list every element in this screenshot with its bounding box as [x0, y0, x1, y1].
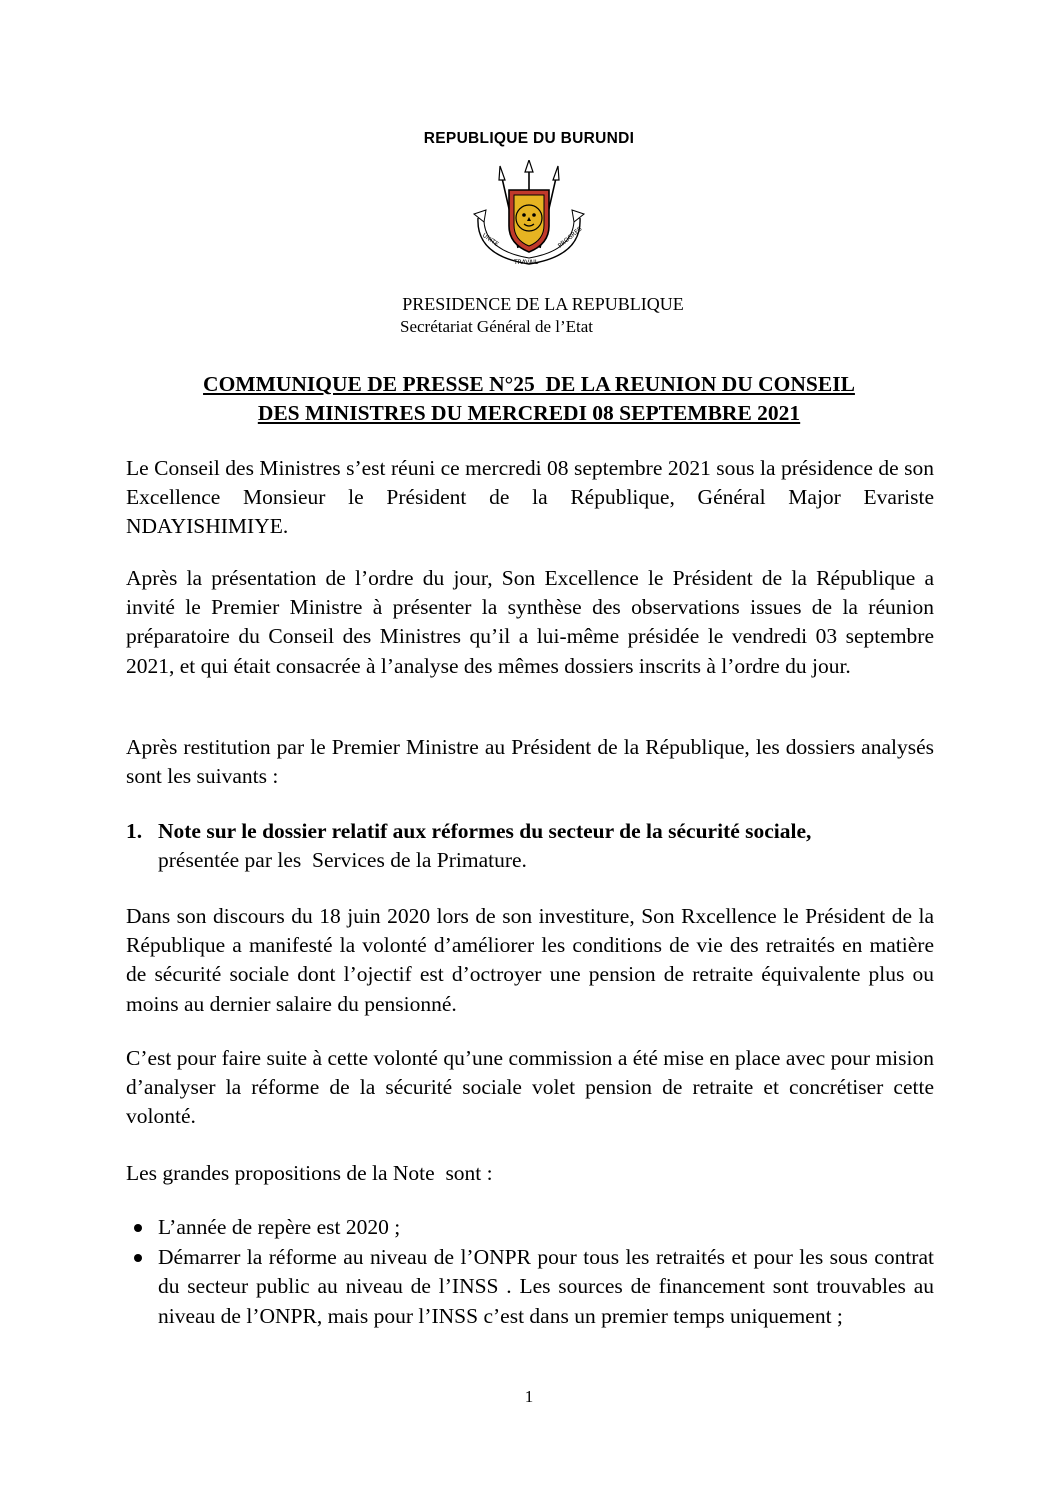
propositions-list: [126, 1213, 945, 1332]
list-item-text: L’année de repère est 2020 ;: [158, 1215, 401, 1239]
list-item-text: Démarrer la réforme au niveau de l’ONPR pour tous les retraités et pour les sous contrat du secteur public au niveau de l’INSS . Les sources de financement sont trouvables au niveau de l’ONPR, mais pour l’INSS c’est dans un premier temps uniquement ;: [158, 1245, 945, 1328]
dossier-subtitle: présentée par les Services de la Primature.: [158, 848, 527, 872]
dossier-number: 1.: [126, 819, 143, 843]
list-item: [126, 1243, 945, 1331]
presidence-heading: PRESIDENCE DE LA REPUBLIQUE: [402, 294, 684, 314]
discours-paragraph: Dans son discours du 18 juin 2020 lors de son investiture, Son Rxcellence le Président de la République a manifesté la volonté d’améliorer les conditions de vie des retraités en matière de sécurité sociale dont l’ojectif est d’octroyer une pension de retraite équivalente plus ou moins au dernier salaire du pensionné.: [126, 904, 934, 1016]
title-line-2: DES MINISTRES DU MERCREDI 08 SEPTEMBRE 2021: [257, 401, 801, 425]
title-line-1: COMMUNIQUE DE PRESSE N°25 DE LA REUNION DU CONSEIL: [203, 372, 855, 396]
commission-paragraph: C’est pour faire suite à cette volonté qu’une commission a été mise en place avec pour mision d’analyser la réforme de la sécurité sociale volet pension de retraite et concrétiser cette volonté.: [126, 1046, 934, 1129]
bullet-icon: [134, 1224, 142, 1232]
propositions-paragraph: Les grandes propositions de la Note sont :: [126, 1161, 493, 1185]
agenda-paragraph: Après la présentation de l’ordre du jour, Son Excellence le Président de la République a invité le Premier Ministre à présenter la synthèse des observations issues de la réunion préparatoire du Conseil des Ministres qu’il a lui-même présidée le vendredi 03 septembre 2021, et qui était consacrée à l’analyse des mêmes dossiers inscrits à l’ordre du jour.: [126, 566, 934, 678]
burundi-coat-of-arms-icon: [464, 160, 594, 276]
country-heading: REPUBLIQUE DU BURUNDI: [423, 130, 635, 147]
dossier-title: Note sur le dossier relatif aux réformes du secteur de la sécurité sociale,: [158, 819, 812, 843]
bullet-icon: [134, 1254, 142, 1262]
page-number: 1: [524, 1387, 534, 1406]
secretariat-subheading: Secrétariat Général de l’Etat: [400, 317, 594, 336]
svg-text:PROGRES: PROGRES: [556, 225, 584, 250]
press-release-title: [80, 370, 978, 428]
svg-text:TRAVAIL: TRAVAIL: [514, 259, 539, 266]
intro-paragraph: Le Conseil des Ministres s’est réuni ce mercredi 08 septembre 2021 sous la présidence de son Excellence Monsieur le Président de la République, Général Major Evariste NDAYISHIMIYE.: [126, 456, 934, 539]
svg-text:UNITE: UNITE: [480, 231, 500, 249]
restitution-paragraph: Après restitution par le Premier Ministre au Président de la République, les dossiers analysés sont les suivants :: [126, 735, 934, 789]
list-item: [126, 1213, 934, 1242]
